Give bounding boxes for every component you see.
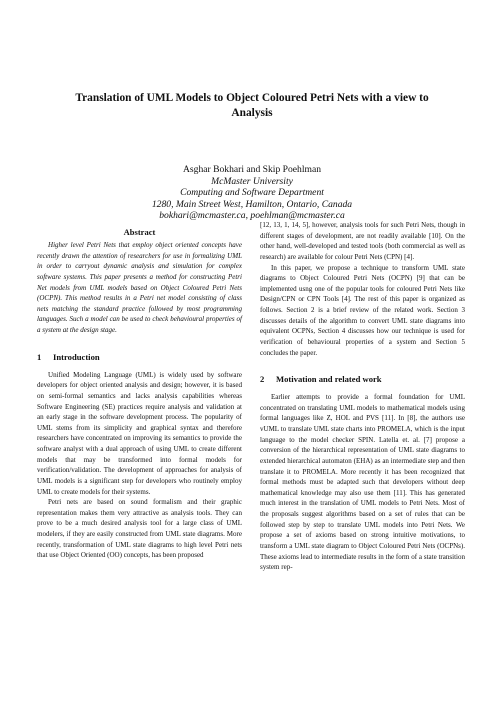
right-column xyxy=(260,220,465,573)
section-2-title: Motivation and related work xyxy=(276,374,382,385)
author-emails: bokhari@mcmaster.ca, poehlman@mcmaster.ca xyxy=(159,210,345,222)
section-1-paragraph-1: Unified Modeling Language (UML) is widely used by software developers for object oriented analysis and design; however, it is based on semi-formal semantics and lacks analysis capabilities whereas Software Engineering (SE) practices require analysis and validation at an early stage in the software development process. The popularity of UML stems from its simplicity and graphical syntax and therefore researchers have concentrated on improving its semantics to provide the software analyst with a dual approach of using UML to create different models that may be transformed into formal models for verification/validation. The development of approaches for analysis of UML models is a significant step for developers who routinely employ UML to create models for their systems. xyxy=(37,370,242,496)
left-column xyxy=(37,226,242,561)
section-1-title: Introduction xyxy=(53,351,100,362)
abstract-text: Higher level Petri Nets that employ object oriented concepts have recently drawn the attention of researchers for use in formalizing UML in order to carryout dynamic analysis and simulation for complex software systems. This paper presents a method for constructing Petri Net models from UML models based on Object Coloured Petri Nets (OCPN). This method results in a Petri net model consisting of class nets matching the standard practice followed by most programming languages. Such a model can be used to check behavioural properties of a system at the design stage. xyxy=(37,241,242,334)
department: Computing and Software Department xyxy=(180,187,324,199)
section-1-paragraph-3: In this paper, we propose a technique to transform UML state diagrams to Object Coloured Petri Nets (OCPN) [9] that can be implemented usng one of the popular tools for coloured Petri Nets like Design/CPN or CPN Tools [4]. The rest of this paper is organized as follows. Section 2 is a brief review of the related work. Section 3 discusses details of the algorithm to convert UML state diagrams into equivalent OCPNs, Section 4 discusses how our technique is used for verification of behavioural properties of a system and Section 5 concludes the paper. xyxy=(260,263,465,357)
title-line-2: Analysis xyxy=(231,107,273,119)
section-1-paragraph-continued: [12, 13, 1, 14, 5], however, analysis tools for such Petri Nets, though in different stages of development, are not readily available [10]. On the other hand, well-developed and tested tools (both commercial as well as research) are available for colour Petri Nets (CPN) [4]. xyxy=(260,221,465,261)
author-block xyxy=(40,164,464,222)
section-1-paragraph-2: Petri nets are based on sound formalism and their graphic representation makes them very attractive as analysis tools. They can prove to be a much desired analysis tool for a large class of UML modelers, if they are easily constructed from UML state diagrams. More recently, transformation of UML state diagrams to high level Petri nets that use Object Oriented (OO) concepts, has been proposed xyxy=(37,498,242,560)
author-names: Asghar Bokhari and Skip Poehlman xyxy=(182,164,322,175)
section-2-paragraph-1: Earlier attempts to provide a formal foundation for UML concentrated on translating UML models to mathematical models using formal languages like Z, HOL and PVS [11]. In [8], the authors use vUML to translate UML state charts into PROMELA, which is the input language to the model checker SPIN. Latella et. al. [7] propose a conversion of the hierarchical representation of UML state diagrams to extended hierarchical automaton (EHA) as an intermediate step and then translate it to PROMELA. More recently it has been recognized that formal methods must be adapted such that developers without deep mathematical knowledge may also use them [11]. This has generated much interest in the translation of UML models to Petri Nets. Most of the proposals suggest algorithms based on a set of rules that can be followed step by step to translate UML models into Petri Nets. We propose a set of axioms based on strong intuitive motivations, to transform a UML state diagram to Object Coloured Petri Nets (OCPNs). These axioms lead to intermediate results in the form of a state transition system rep- xyxy=(260,393,465,572)
abstract-heading: Abstract xyxy=(123,227,156,237)
address: 1280, Main Street West, Hamilton, Ontario, Canada xyxy=(151,198,353,210)
section-1-heading xyxy=(37,351,242,363)
title-line-1: Translation of UML Models to Object Coloured Petri Nets with a view to xyxy=(75,92,429,104)
affiliation: McMaster University xyxy=(211,175,293,187)
section-2-heading xyxy=(260,373,465,385)
section-2-number: 2 xyxy=(260,374,265,385)
section-1-number: 1 xyxy=(37,351,42,362)
paper-title xyxy=(40,91,464,121)
